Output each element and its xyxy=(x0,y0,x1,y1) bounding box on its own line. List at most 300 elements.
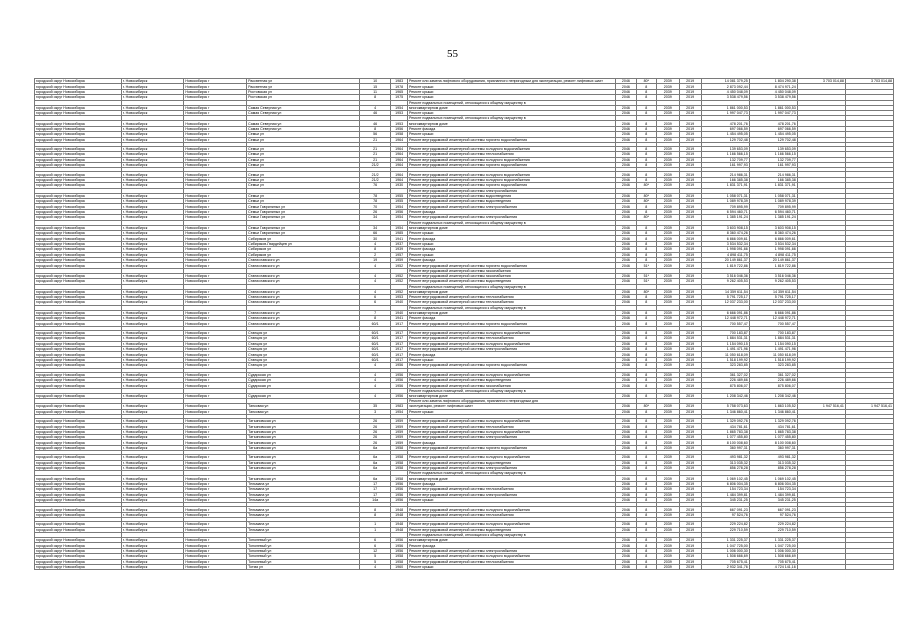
cell-wear: 8 xyxy=(636,300,656,305)
cell-house: 14a xyxy=(359,498,390,503)
cell-locality: Новосибирск г xyxy=(184,507,247,512)
cell-end-year: 2019 xyxy=(679,512,701,517)
cell-work-type: Ремонт внутридомовой инженерной системы газоснабжения xyxy=(408,268,616,273)
cell-plan-year: 2046 xyxy=(615,363,636,368)
cell-year: 1958 xyxy=(391,554,408,559)
cell-settlement: г. Новосибирск xyxy=(121,183,184,188)
cell-year: 1930 xyxy=(391,183,408,188)
cell-house: 17 xyxy=(359,492,390,497)
cell-work-type: Ремонт крыши xyxy=(408,132,616,137)
cell-municipality: городской округ Новосибирск xyxy=(35,273,122,278)
cell-wear: 8 xyxy=(636,466,656,471)
cell-cost-total: 1 518 199,92 xyxy=(701,357,749,362)
cell-cost-total: 5 791 725,17 xyxy=(701,294,749,299)
cell-cost-fund: 478 201,76 xyxy=(749,121,797,126)
cell-house: 7 xyxy=(359,310,390,315)
cell-house: 21/2 xyxy=(359,163,390,168)
cell-end-year: 2019 xyxy=(679,498,701,503)
cell-street: Семьи ул xyxy=(247,172,360,177)
cell-settlement: г. Новосибирск xyxy=(121,393,184,398)
cell-work-type: Ремонт крыши xyxy=(408,241,616,246)
cell-settlement: г. Новосибирск xyxy=(121,193,184,198)
cell-end-year: 2019 xyxy=(679,146,701,151)
cell-end-year: 2019 xyxy=(679,289,701,294)
cell-year: 1956 xyxy=(391,498,408,503)
cell-start-year: 2039 xyxy=(656,498,679,503)
cell-cost-total: 4 898 411,75 xyxy=(701,252,749,257)
cell-end-year: 2019 xyxy=(679,543,701,548)
cell-work-type: Ремонт внутридомовой инженерной системы электроснабжения xyxy=(408,347,616,352)
cell-municipality: городской округ Новосибирск xyxy=(35,336,122,341)
cell-locality: Новосибирск г xyxy=(184,481,247,486)
cell-house: 4 xyxy=(359,279,390,284)
cell-wear: 8 xyxy=(636,146,656,151)
cell-cost-total: 1 998 091,66 xyxy=(701,247,749,252)
cell-end-year: 2019 xyxy=(679,487,701,492)
cell-locality: Новосибирск г xyxy=(184,199,247,204)
cell-cost-total: 493 981,32 xyxy=(701,455,749,460)
cell-year: 1953 xyxy=(391,121,408,126)
cell-street: Сибиряков-Гвардейцев ул xyxy=(247,241,360,246)
cell-wear: 8 xyxy=(636,543,656,548)
cell-start-year: 2039 xyxy=(656,215,679,220)
cell-locality: Новосибирск г xyxy=(184,492,247,497)
cell-wear: 8 xyxy=(636,372,656,377)
cell-house: 30 xyxy=(359,236,390,241)
cell-street: Татьяновская ул xyxy=(247,424,360,429)
cell-plan-year: 2046 xyxy=(615,236,636,241)
cell-wear: 8 xyxy=(636,363,656,368)
cell-start-year: 2039 xyxy=(656,393,679,398)
cell-end-year: 2019 xyxy=(679,79,701,84)
cell-end-year: 2019 xyxy=(679,522,701,527)
cell-start-year: 2039 xyxy=(656,336,679,341)
cell-plan-year: 2046 xyxy=(615,132,636,137)
cell-street: Танковая ул xyxy=(247,404,360,409)
cell-end-year: 2019 xyxy=(679,507,701,512)
cell-start-year: 2039 xyxy=(656,377,679,382)
cell-year: 1959 xyxy=(391,424,408,429)
cell-municipality: городской округ Новосибирск xyxy=(35,163,122,168)
cell-work-type: Ремонт фасада xyxy=(408,257,616,262)
cell-plan-year: 2046 xyxy=(615,199,636,204)
cell-start-year: 2039 xyxy=(656,429,679,434)
cell-house: 1 xyxy=(359,522,390,527)
cell-work-type: Ремонт внутридомовой инженерной системы теплоснабжения xyxy=(408,300,616,305)
cell-cost-fund: 3 603 908,15 xyxy=(749,225,797,230)
cell-plan-year: 2046 xyxy=(615,487,636,492)
cell-end-year: 2019 xyxy=(679,409,701,414)
cell-end-year: 2019 xyxy=(679,554,701,559)
cell-wear: 8 xyxy=(636,95,656,100)
cell-locality: Новосибирск г xyxy=(184,357,247,362)
cell-cost-fund: 1 863 105,52 xyxy=(749,404,797,409)
cell-locality: Новосибирск г xyxy=(184,440,247,445)
cell-wear: 8 xyxy=(636,294,656,299)
cell-work-type: Ремонт внутридомовой инженерной системы теплоснабжения xyxy=(408,424,616,429)
cell-municipality: городской округ Новосибирск xyxy=(35,476,122,481)
cell-year: 1958 xyxy=(391,476,408,481)
cell-wear: 80* xyxy=(636,183,656,188)
cell-plan-year: 2046 xyxy=(615,455,636,460)
cell-house: 4 xyxy=(359,393,390,398)
cell-municipality: городской округ Новосибирск xyxy=(35,341,122,346)
cell-locality: Новосибирск г xyxy=(184,409,247,414)
cell-house: 70 xyxy=(359,204,390,209)
cell-settlement: г. Новосибирск xyxy=(121,476,184,481)
cell-start-year: 2039 xyxy=(656,492,679,497)
cell-start-year: 2039 xyxy=(656,435,679,440)
cell-cost-fund: 132 709,77 xyxy=(749,157,797,162)
cell-cost-total: 6 866 009,61 xyxy=(701,236,749,241)
cell-work-type: Ремонт внутридомовой инженерной системы горячего водоснабжения xyxy=(408,263,616,268)
cell-cost-fund: 313 035,32 xyxy=(749,460,797,465)
cell-work-type: Ремонт внутридомовой инженерной системы водоотведения xyxy=(408,377,616,382)
cell-house: 21 xyxy=(359,146,390,151)
cell-cost-total: 12 037 233,00 xyxy=(701,300,749,305)
cell-house: 15 xyxy=(359,84,390,89)
cell-locality: Новосибирск г xyxy=(184,487,247,492)
cell-year: 1917 xyxy=(391,347,408,352)
cell-cost-total: 4 450 048,09 xyxy=(701,89,749,94)
cell-settlement: г. Новосибирск xyxy=(121,152,184,157)
cell-house: 4 xyxy=(359,263,390,268)
cell-work-type: Ремонт внутридомовой инженерной системы горячего водоснабжения xyxy=(408,321,616,326)
cell-street: Станиславского ул xyxy=(247,300,360,305)
cell-house: 46 xyxy=(359,110,390,115)
cell-year: 1959 xyxy=(391,429,408,434)
cell-municipality: городской округ Новосибирск xyxy=(35,377,122,382)
cell-plan-year: 2046 xyxy=(615,177,636,182)
cell-end-year: 2019 xyxy=(679,183,701,188)
cell-wear: 8 xyxy=(636,352,656,357)
cell-year: 1941 xyxy=(391,236,408,241)
cell-cost-fund: 1 997 047,73 xyxy=(749,110,797,115)
cell-wear: 51* xyxy=(636,263,656,268)
cell-work-type: Ремонт внутридомовой инженерной системы горячего водоснабжения xyxy=(408,137,616,142)
cell-year: 1955 xyxy=(391,199,408,204)
cell-wear: 8 xyxy=(636,247,656,252)
cell-wear: 8 xyxy=(636,89,656,94)
cell-municipality: городской округ Новосибирск xyxy=(35,193,122,198)
cell-year: 1939 xyxy=(391,247,408,252)
cell-start-year: 2039 xyxy=(656,95,679,100)
cell-municipality: городской округ Новосибирск xyxy=(35,263,122,268)
cell-start-year: 2039 xyxy=(656,209,679,214)
cell-end-year: 2019 xyxy=(679,336,701,341)
cell-start-year: 2039 xyxy=(656,132,679,137)
cell-year: 1983 xyxy=(391,404,408,409)
cell-work-type: Ремонт фасада xyxy=(408,481,616,486)
cell-street: Семьи ул xyxy=(247,132,360,137)
cell-cost-fund: 14 359 611,54 xyxy=(749,289,797,294)
cell-work-type: Ремонт фасада xyxy=(408,247,616,252)
cell-plan-year: 2046 xyxy=(615,466,636,471)
cell-locality: Новосибирск г xyxy=(184,279,247,284)
cell-end-year: 2019 xyxy=(679,429,701,434)
cell-start-year: 2039 xyxy=(656,279,679,284)
cell-plan-year: 2046 xyxy=(615,163,636,168)
cell-work-type: Ремонт внутридомовой инженерной системы водоотведения xyxy=(408,279,616,284)
cell-municipality: городской округ Новосибирск xyxy=(35,252,122,257)
cell-settlement: г. Новосибирск xyxy=(121,424,184,429)
cell-settlement: г. Новосибирск xyxy=(121,163,184,168)
cell-municipality: городской округ Новосибирск xyxy=(35,481,122,486)
cell-municipality: городской округ Новосибирск xyxy=(35,230,122,235)
cell-plan-year: 2046 xyxy=(615,393,636,398)
cell-municipality: городской округ Новосибирск xyxy=(35,466,122,471)
cell-cost-total: 361 327,02 xyxy=(701,372,749,377)
cell-end-year: 2019 xyxy=(679,126,701,131)
cell-house: 5 xyxy=(359,559,390,564)
cell-house: 78 xyxy=(359,193,390,198)
cell-house: 6a xyxy=(359,460,390,465)
cell-start-year: 2039 xyxy=(656,204,679,209)
cell-locality: Новосибирск г xyxy=(184,435,247,440)
cell-cost-total: 3 538 479,56 xyxy=(701,95,749,100)
cell-wear: 8 xyxy=(636,110,656,115)
cell-wear: 8 xyxy=(636,383,656,388)
cell-settlement: г. Новосибирск xyxy=(121,289,184,294)
cell-settlement: г. Новосибирск xyxy=(121,84,184,89)
cell-cost-fund: 1 865 783,38 xyxy=(749,429,797,434)
cell-start-year: 2039 xyxy=(656,193,679,198)
cell-work-type: Ремонт подвальных помещений, относящихся к общему имуществу в xyxy=(408,388,616,393)
cell-work-type: Ремонт внутридомовой инженерной системы водоотведения xyxy=(408,527,616,532)
cell-municipality: городской округ Новосибирск xyxy=(35,236,122,241)
cell-plan-year: 2046 xyxy=(615,559,636,564)
cell-settlement: г. Новосибирск xyxy=(121,466,184,471)
cell-settlement: г. Новосибирск xyxy=(121,404,184,409)
cell-house: 4 xyxy=(359,383,390,388)
cell-cost-total: 360 997,31 xyxy=(701,445,749,450)
cell-locality: Новосибирск г xyxy=(184,548,247,553)
cell-plan-year: 2046 xyxy=(615,330,636,335)
cell-street: Тельмана ул xyxy=(247,527,360,532)
cell-work-type: Ремонт внутридомовой инженерной системы водоотведения xyxy=(408,460,616,465)
cell-locality: Новосибирск г xyxy=(184,424,247,429)
cell-end-year: 2019 xyxy=(679,209,701,214)
cell-settlement: г. Новосибирск xyxy=(121,481,184,486)
cell-wear: 51* xyxy=(636,273,656,278)
cell-municipality: городской округ Новосибирск xyxy=(35,554,122,559)
cell-cost-fund: 1 006 000,30 xyxy=(749,548,797,553)
cell-end-year: 2019 xyxy=(679,492,701,497)
cell-start-year: 2039 xyxy=(656,341,679,346)
cell-end-year: 2019 xyxy=(679,393,701,398)
cell-locality: Новосибирск г xyxy=(184,383,247,388)
cell-plan-year: 2046 xyxy=(615,300,636,305)
cell-cost-fund: 1 454 495,05 xyxy=(749,132,797,137)
cell-end-year: 2019 xyxy=(679,204,701,209)
cell-wear: 8 xyxy=(636,157,656,162)
cell-year: 1948 xyxy=(391,522,408,527)
cell-municipality: городской округ Новосибирск xyxy=(35,455,122,460)
cell-work-type: Ремонт внутридомовой инженерной системы водоотведения xyxy=(408,193,616,198)
cell-wear: 8 xyxy=(636,330,656,335)
cell-cost-fund: 229 710,59 xyxy=(749,527,797,532)
cell-municipality: городской округ Новосибирск xyxy=(35,241,122,246)
cell-wear: 8 xyxy=(636,487,656,492)
cell-cost-total: 1 089 978,39 xyxy=(701,199,749,204)
cell-cost-total: 1 047 725,00 xyxy=(701,543,749,548)
cell-cost-fund: 1 508 666,69 xyxy=(749,554,797,559)
cell-plan-year: 2046 xyxy=(615,347,636,352)
cell-work-type: Ремонт крыши xyxy=(408,89,616,94)
cell-end-year: 2019 xyxy=(679,383,701,388)
cell-settlement: г. Новосибирск xyxy=(121,241,184,246)
cell-wear: 8 xyxy=(636,424,656,429)
cell-end-year: 2019 xyxy=(679,105,701,110)
cell-locality: Новосибирск г xyxy=(184,289,247,294)
cell-cost-total: 1 508 666,69 xyxy=(701,554,749,559)
cell-house: 6a xyxy=(359,466,390,471)
cell-plan-year: 2046 xyxy=(615,152,636,157)
cell-start-year: 2039 xyxy=(656,527,679,532)
cell-street: Рассветная ул xyxy=(247,84,360,89)
cell-cost-fund: 6 866 009,61 xyxy=(749,236,797,241)
cell-cost-fund: 434 781,61 xyxy=(749,424,797,429)
cell-municipality: городской округ Новосибирск xyxy=(35,126,122,131)
cell-cost-total: 12 448 972,71 xyxy=(701,316,749,321)
cell-plan-year: 2046 xyxy=(615,372,636,377)
cell-cost-fund: 1 069 102,45 xyxy=(749,476,797,481)
cell-street: Станиславского ул xyxy=(247,257,360,262)
cell-street: Ростовская ул xyxy=(247,95,360,100)
cell-plan-year: 2046 xyxy=(615,383,636,388)
cell-start-year: 2039 xyxy=(656,445,679,450)
cell-cost-fund: 1 484 399,81 xyxy=(749,492,797,497)
capital-repair-register-table xyxy=(34,78,894,570)
cell-street: Семьи ул xyxy=(247,183,360,188)
cell-wear: 8 xyxy=(636,377,656,382)
cell-street: Станиславского ул xyxy=(247,289,360,294)
cell-plan-year: 2046 xyxy=(615,527,636,532)
cell-locality: Новосибирск г xyxy=(184,110,247,115)
cell-plan-year: 2046 xyxy=(615,252,636,257)
cell-locality: Новосибирск г xyxy=(184,393,247,398)
cell-locality: Новосибирск г xyxy=(184,336,247,341)
cell-cost-total: 154 723,34 xyxy=(701,487,749,492)
cell-locality: Новосибирск г xyxy=(184,554,247,559)
cell-work-type: Ремонт внутридомовой инженерной системы холодного водоснабжения xyxy=(408,157,616,162)
cell-end-year: 2019 xyxy=(679,132,701,137)
cell-end-year: 2019 xyxy=(679,316,701,321)
cell-wear: 8 xyxy=(636,172,656,177)
cell-locality: Новосибирск г xyxy=(184,79,247,84)
cell-street: Татьяновская ул xyxy=(247,455,360,460)
cell-wear: 8 xyxy=(636,126,656,131)
cell-work-type: Ремонт внутридомовой инженерной системы холодного водоснабжения xyxy=(408,418,616,423)
cell-work-type: Ремонт внутридомовой инженерной системы электроснабжения xyxy=(408,492,616,497)
cell-year: 1952 xyxy=(391,263,408,268)
cell-house: 34 xyxy=(359,225,390,230)
cell-street: Тельмана ул xyxy=(247,481,360,486)
cell-plan-year: 2046 xyxy=(615,294,636,299)
cell-cost-fund: 323 283,85 xyxy=(749,363,797,368)
cell-end-year: 2019 xyxy=(679,440,701,445)
cell-cost-total: 1 865 783,38 xyxy=(701,429,749,434)
cell-street: Сударская ул xyxy=(247,383,360,388)
cell-year: 1954 xyxy=(391,105,408,110)
cell-year: 1959 xyxy=(391,257,408,262)
cell-end-year: 2019 xyxy=(679,330,701,335)
cell-street: Татьяновская ул xyxy=(247,460,360,465)
cell-end-year: 2019 xyxy=(679,215,701,220)
cell-start-year: 2039 xyxy=(656,257,679,262)
cell-settlement: г. Новосибирск xyxy=(121,157,184,162)
cell-wear: 8 xyxy=(636,498,656,503)
cell-end-year: 2019 xyxy=(679,84,701,89)
cell-start-year: 2039 xyxy=(656,554,679,559)
cell-cost-total: 434 781,61 xyxy=(701,424,749,429)
cell-house: 4 xyxy=(359,289,390,294)
cell-work-type: многоквартирном доме xyxy=(408,476,616,481)
cell-locality: Новосибирск г xyxy=(184,95,247,100)
cell-settlement: г. Новосибирск xyxy=(121,252,184,257)
cell-work-type: Ремонт внутридомовой инженерной системы холодного водоснабжения xyxy=(408,330,616,335)
cell-cost-fund: 1 998 091,66 xyxy=(749,247,797,252)
cell-cost-total: 1 454 495,05 xyxy=(701,132,749,137)
cell-municipality: городской округ Новосибирск xyxy=(35,487,122,492)
cell-work-type: Ремонт внутридомовой инженерной системы электроснабжения xyxy=(408,215,616,220)
cell-work-type: многоквартирном доме xyxy=(408,393,616,398)
cell-locality: Новосибирск г xyxy=(184,418,247,423)
cell-municipality: городской округ Новосибирск xyxy=(35,89,122,94)
cell-wear: 80* xyxy=(636,193,656,198)
cell-locality: Новосибирск г xyxy=(184,247,247,252)
cell-cost-total: 3 516 046,36 xyxy=(701,273,749,278)
cell-work-type: многоквартирном доме xyxy=(408,537,616,542)
cell-year: 1983 xyxy=(391,79,408,84)
cell-start-year: 2039 xyxy=(656,273,679,278)
cell-street: Рассветная ул xyxy=(247,79,360,84)
cell-end-year: 2019 xyxy=(679,559,701,564)
cell-end-year: 2019 xyxy=(679,445,701,450)
cell-plan-year: 2046 xyxy=(615,84,636,89)
cell-cost-total: 697 066,59 xyxy=(701,126,749,131)
cell-settlement: г. Новосибирск xyxy=(121,321,184,326)
cell-municipality: городской округ Новосибирск xyxy=(35,172,122,177)
cell-plan-year: 2046 xyxy=(615,492,636,497)
cell-cost-fund: 3 538 479,56 xyxy=(749,95,797,100)
cell-street: Станиславского ул xyxy=(247,263,360,268)
cell-cost-total: 313 035,32 xyxy=(701,460,749,465)
cell-cost-total: 14 081 379,25 xyxy=(701,79,749,84)
cell-plan-year: 2046 xyxy=(615,241,636,246)
cell-house: 60/1 xyxy=(359,330,390,335)
cell-house: 6a xyxy=(359,445,390,450)
cell-year: 1964 xyxy=(391,137,408,142)
cell-start-year: 2039 xyxy=(656,455,679,460)
cell-plan-year: 2046 xyxy=(615,225,636,230)
cell-end-year: 2019 xyxy=(679,357,701,362)
cell-cost-fund: 3 534 532,34 xyxy=(749,241,797,246)
cell-start-year: 2039 xyxy=(656,564,679,569)
cell-end-year: 2019 xyxy=(679,341,701,346)
cell-work-type: Ремонт внутридомовой инженерной системы горячего водоснабжения xyxy=(408,183,616,188)
cell-street: Станиславского ул xyxy=(247,279,360,284)
cell-house: 26 xyxy=(359,435,390,440)
cell-work-type: Ремонт внутридомовой инженерной системы теплоснабжения xyxy=(408,512,616,517)
cell-locality: Новосибирск г xyxy=(184,157,247,162)
cell-wear: 80* xyxy=(636,215,656,220)
cell-wear: 8 xyxy=(636,236,656,241)
cell-street: Семьи Гаврилиных ул xyxy=(247,209,360,214)
cell-locality: Новосибирск г xyxy=(184,146,247,151)
cell-locality: Новосибирск г xyxy=(184,193,247,198)
cell-cost-fund: 11 050 618,09 xyxy=(749,352,797,357)
